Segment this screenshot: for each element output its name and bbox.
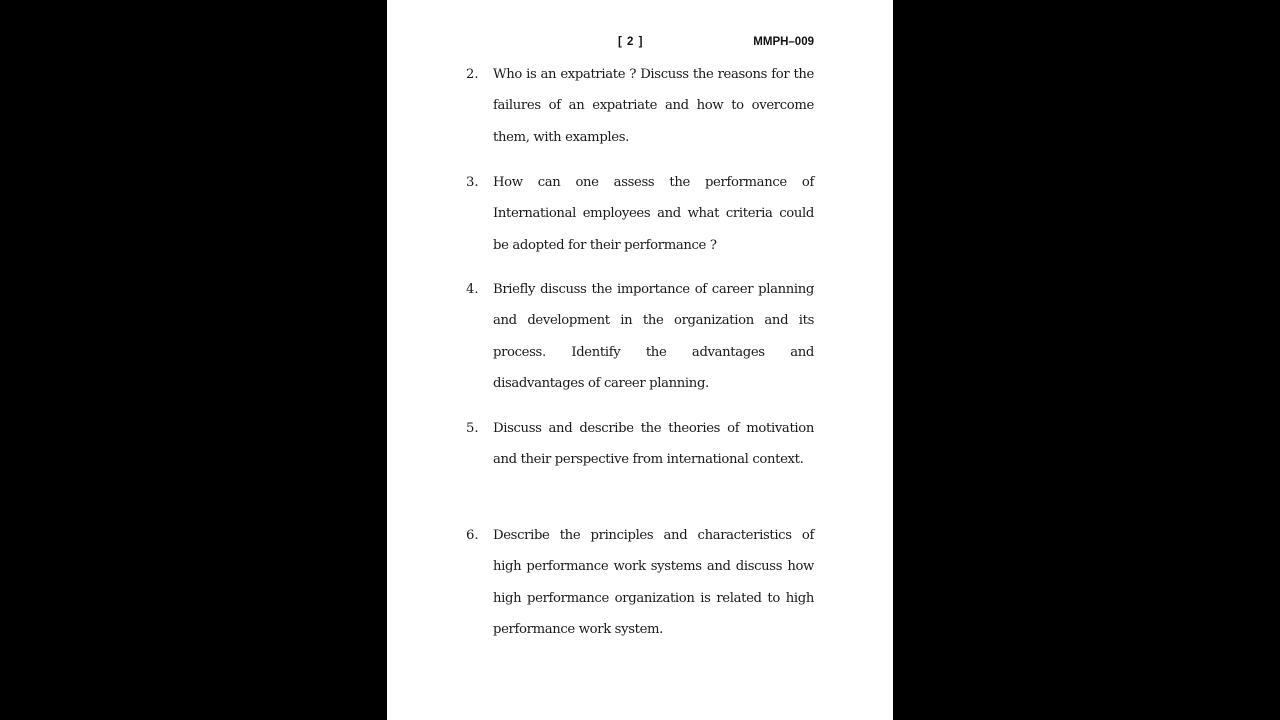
question-text: Briefly discuss the importance of career planning and development in the organization and its process. Identify the advantages and disadvantages of career planning. — [493, 282, 814, 392]
question-text: Discuss and describe the theories of motivation and their perspective from international context. — [493, 421, 814, 468]
question-number: 6. — [466, 528, 479, 543]
question-5 — [466, 413, 814, 476]
question-text: Describe the principles and characteristics of high performance work systems and discuss how high performance organization is related to high performance work system. — [493, 528, 814, 638]
question-number: 3. — [466, 175, 479, 190]
question-2 — [466, 59, 814, 153]
course-code: MMPH–009 — [753, 36, 814, 48]
question-number: 5. — [466, 421, 479, 436]
question-4 — [466, 274, 814, 400]
question-number: 2. — [466, 67, 479, 82]
question-number: 4. — [466, 282, 479, 297]
question-text: Who is an expatriate ? Discuss the reasons for the failures of an expatriate and how to overcome them, with examples. — [493, 67, 814, 145]
page-number: [ 2 ] — [618, 36, 644, 48]
page-header — [387, 36, 893, 52]
document-page — [387, 0, 893, 720]
question-6 — [466, 520, 814, 646]
question-text: How can one assess the performance of International employees and what criteria could be adopted for their performance ? — [493, 175, 814, 253]
question-3 — [466, 167, 814, 261]
